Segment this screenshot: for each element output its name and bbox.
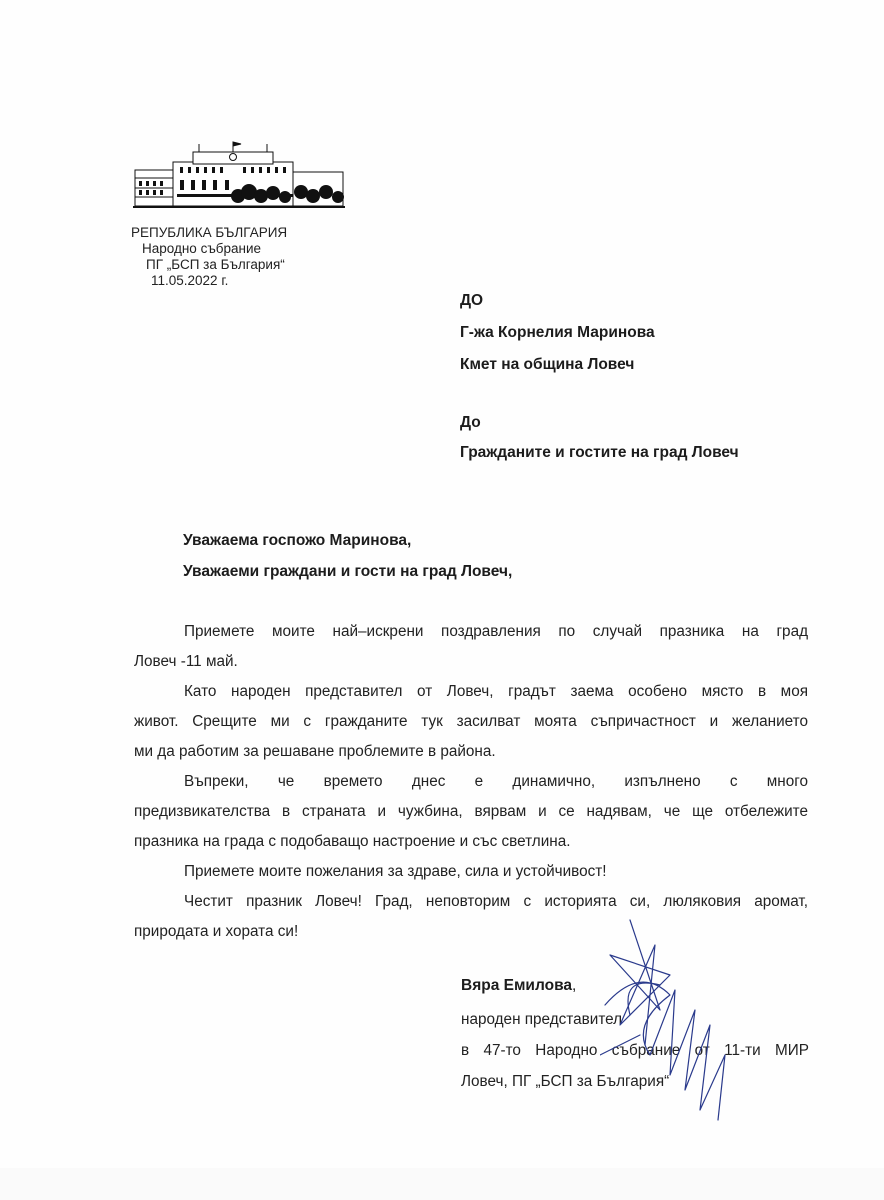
body-line: природата и хората си! xyxy=(134,923,299,940)
page-bottom-margin xyxy=(0,1168,884,1200)
body-line: празника на града с подобаващо настроение и със светлина. xyxy=(134,833,571,850)
to-label: ДО xyxy=(460,292,484,309)
signatory-name-text: Вяра Емилова xyxy=(461,977,573,994)
signatory-role: народен представител xyxy=(461,1011,623,1028)
letterhead-group: ПГ „БСП за България“ xyxy=(146,257,285,272)
recipient-group: Гражданите и гостите на град Ловеч xyxy=(460,444,739,461)
letterhead xyxy=(131,225,287,289)
recipient-name: Г-жа Корнелия Маринова xyxy=(460,324,655,341)
body-line: живот. Срещите ми с гражданите тук засилват моята съпричастност и желанието xyxy=(134,713,808,730)
signatory-name-comma: , xyxy=(572,977,577,994)
salutation-line-1: Уважаема госпожо Маринова, xyxy=(183,532,412,549)
to-label-2: До xyxy=(460,414,481,431)
signatory-assembly: в 47-то Народно събрание от 11-ти МИР xyxy=(461,1042,809,1059)
body-line: Въпреки, че времето днес е динамично, изпълнено с много xyxy=(184,773,808,790)
body-line: Като народен представител от Ловеч, градът заема особено място в моя xyxy=(184,683,808,700)
body-line: предизвикателства в страната и чужбина, вярвам и се надявам, че ще отбележите xyxy=(134,803,808,820)
body-line: Приемете моите най–искрени поздравления по случай празника на град xyxy=(184,623,808,640)
body-line: Приемете моите пожелания за здраве, сила и устойчивост! xyxy=(184,863,607,880)
parliament-building-icon xyxy=(133,140,347,214)
signatory-name xyxy=(461,977,576,995)
body-line: ми да работим за решаване проблемите в района. xyxy=(134,743,496,760)
letterhead-country: РЕПУБЛИКА БЪЛГАРИЯ xyxy=(131,225,288,240)
letter-date: 11.05.2022 г. xyxy=(151,273,229,288)
recipient-title: Кмет на община Ловеч xyxy=(460,356,635,373)
salutation-line-2: Уважаеми граждани и гости на град Ловеч, xyxy=(183,563,513,580)
body-line: Честит празник Ловеч! Град, неповторим с историята си, люляковия аромат, xyxy=(184,893,808,910)
signatory-group: Ловеч, ПГ „БСП за България“ xyxy=(461,1073,670,1090)
letterhead-institution: Народно събрание xyxy=(142,241,262,256)
body-line: Ловеч -11 май. xyxy=(134,653,238,670)
